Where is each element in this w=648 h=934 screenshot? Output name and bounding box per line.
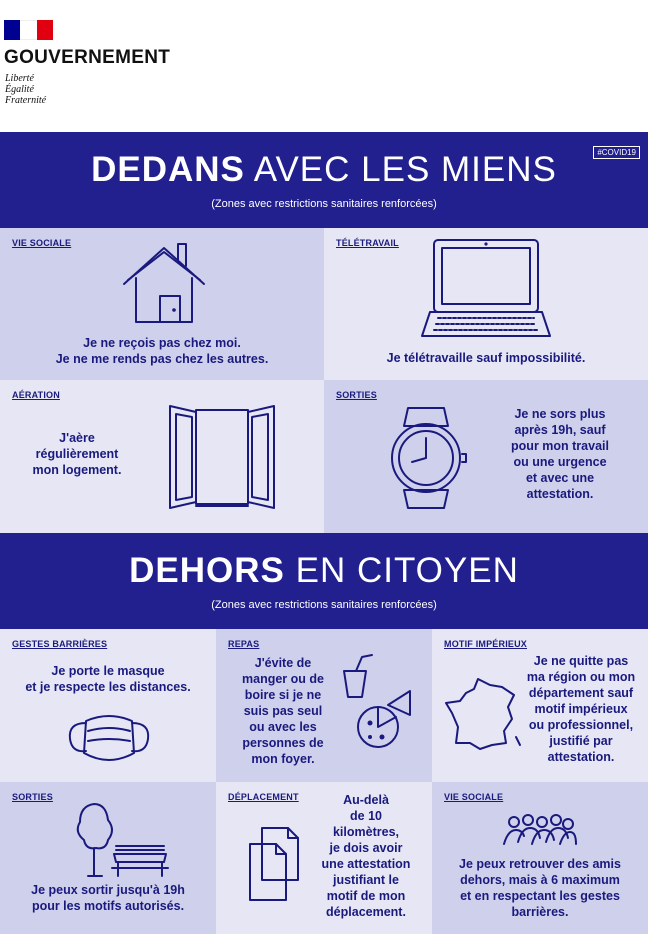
section-dedans-subtitle: (Zones avec restrictions sanitaires renforcées) — [211, 198, 437, 210]
open-window-icon — [166, 402, 278, 512]
panel-text: Je peux retrouver des amis dehors, mais à 6 maximum et en respectant les gestes barrières. — [459, 857, 621, 919]
section-dehors-subtitle: (Zones avec restrictions sanitaires renforcées) — [211, 599, 437, 611]
panel-motif-imperieux — [432, 629, 648, 782]
panel-deplacement — [216, 782, 432, 934]
panel-text: Je ne reçois pas chez moi. Je ne me rends pas chez les autres. — [55, 336, 269, 366]
panel-gestes-barrieres — [0, 629, 216, 782]
group-icon — [502, 812, 578, 848]
section-dedans-title-bold: DEDANS — [91, 150, 245, 189]
panel-text: J'aère régulièrement mon logement. — [32, 431, 122, 477]
panel-text: Je ne quitte pas ma région ou mon département sauf motif impérieux ou professionnel, justifié par attestation. — [526, 654, 636, 764]
panel-vie-sociale-dehors — [432, 782, 648, 934]
panel-label: VIE SOCIALE — [444, 792, 504, 802]
motto-liberte: Liberté — [5, 73, 34, 84]
panel-label: DÉPLACEMENT — [228, 792, 299, 802]
panel-vie-sociale-dedans — [0, 228, 324, 380]
watch-icon — [382, 402, 472, 514]
section-dedans-banner — [0, 132, 648, 228]
panel-text: Je porte le masque et je respecte les distances. — [25, 664, 191, 694]
panel-text: Je télétravaille sauf impossibilité. — [386, 351, 586, 365]
panel-label: SORTIES — [336, 390, 377, 400]
panel-aeration — [0, 380, 324, 533]
section-dehors-title-bold: DEHORS — [129, 551, 285, 590]
mask-icon — [64, 709, 154, 769]
france-map-icon — [442, 673, 522, 753]
panel-label: AÉRATION — [12, 390, 60, 400]
section-dehors-title-light: EN CITOYEN — [295, 551, 519, 590]
panel-text: Au-delà de 10 kilomètres, je dois avoir une attestation justifiant le motif de mon déplacement. — [321, 793, 411, 919]
panel-teletravail — [324, 228, 648, 380]
panel-label: MOTIF IMPÉRIEUX — [444, 639, 528, 649]
covid-hashtag: #COVID19 — [593, 146, 640, 159]
section-dehors-title — [0, 551, 648, 591]
panel-sorties-dedans — [324, 380, 648, 533]
motto-fraternite: Fraternité — [5, 95, 47, 106]
drink-pizza-icon — [336, 653, 424, 753]
panel-repas — [216, 629, 432, 782]
tree-bench-icon — [72, 800, 172, 880]
marianne-flag-logo — [4, 20, 53, 40]
government-header — [0, 0, 648, 132]
section-dehors-banner — [0, 533, 648, 629]
government-title: GOUVERNEMENT — [4, 47, 171, 68]
section-dedans-title — [0, 150, 648, 190]
motto-egalite: Égalité — [5, 84, 34, 95]
panel-label: VIE SOCIALE — [12, 238, 72, 248]
panel-label: REPAS — [228, 639, 260, 649]
documents-icon — [244, 824, 304, 904]
panel-label: GESTES BARRIÈRES — [12, 639, 108, 649]
panel-label: SORTIES — [12, 792, 53, 802]
laptop-icon — [420, 236, 554, 340]
house-icon — [118, 236, 210, 326]
panel-sorties-dehors — [0, 782, 216, 934]
panel-label: TÉLÉTRAVAIL — [336, 238, 399, 248]
panel-text: J'évite de manger ou de boire si je ne suis pas seul ou avec les personnes de mon foyer. — [242, 656, 324, 766]
section-dedans-title-light: AVEC LES MIENS — [253, 150, 557, 189]
republic-motto — [5, 73, 46, 106]
panel-text: Je peux sortir jusqu'à 19h pour les motifs autorisés. — [31, 883, 185, 913]
panel-text: Je ne sors plus après 19h, sauf pour mon travail ou une urgence et avec une attestation. — [511, 407, 609, 501]
